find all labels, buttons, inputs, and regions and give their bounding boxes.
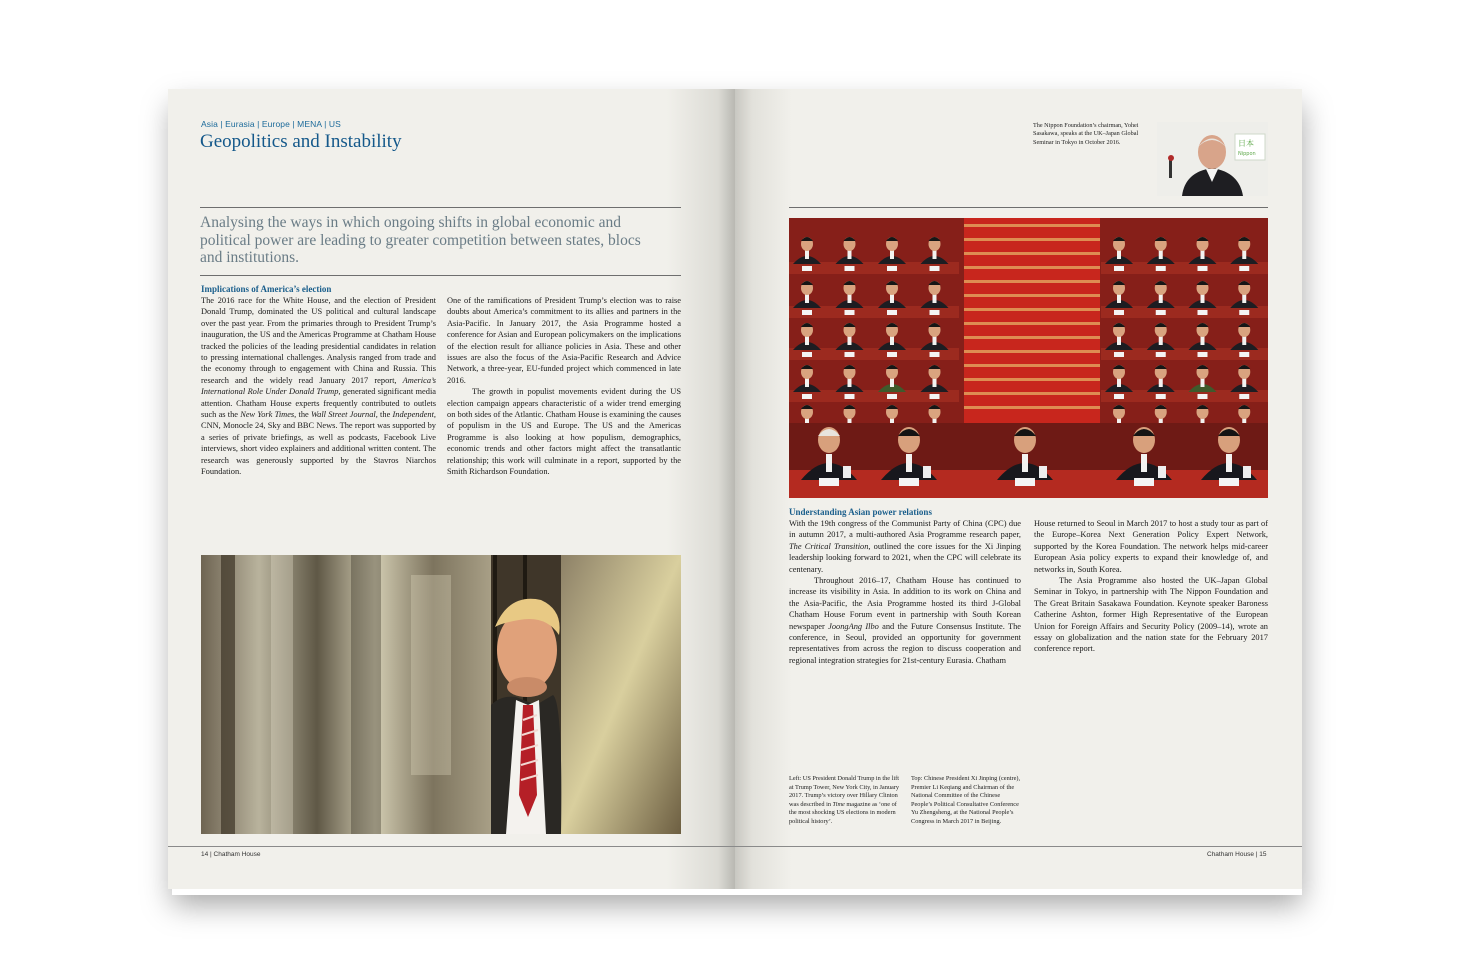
text-run: , outlined the core issues for the Xi Jinping leadership looking forward to 2021, when the CPC will celebrate its centenary. — [789, 541, 1021, 574]
paragraph: The Asia Programme also hosted the UK–Japan Global Seminar in Tokyo, in partnership with The Nippon Foundation and The Great Britain Sasakawa Foundation. Keynote speaker Baroness Catherine Ashton, former High Representative of the European Union for Foreign Affairs and Security Policy (2009–14), wrote an essay on globalization and the nation state for the February 2017 conference report. — [1034, 576, 1268, 654]
name-card — [1114, 394, 1124, 399]
outlet-nyt: New York Times — [240, 410, 295, 420]
page-folio-left: 14 | Chatham House — [201, 851, 261, 858]
name-card — [930, 352, 940, 357]
sasakawa-photo-svg — [1157, 122, 1268, 196]
text-run: and the Future Consensus Institute. The conference, in Seoul, provided an opportunity for government representatives from across the region to discuss cooperation and regional integration strategies for 21st-century Eurasia. Chatham — [789, 621, 1022, 665]
body-column-2-right — [1034, 518, 1268, 655]
leader-name-card — [819, 478, 839, 486]
body-column-1 — [201, 295, 436, 478]
stair-rail — [964, 322, 1100, 325]
paper-title: The Critical Transition — [789, 541, 869, 551]
top-divider-right — [789, 207, 1268, 208]
name-card — [845, 394, 855, 399]
name-card — [845, 352, 855, 357]
paragraph: House returned to Seoul in March 2017 to host a study tour as part of the Europe–Korea Next Generation Policy Expert Network, supported by the Korea Foundation. The network helps mid-career European Asia policy experts to expand their knowledge of, and networks in, South Korea. — [1034, 519, 1268, 574]
footer-divider-right — [735, 846, 1302, 847]
paragraph: One of the ramifications of President Trump’s election was to raise doubts about America’s commitment to its allies and partners in the Asia-Pacific. In January 2017, the Asia Programme hosted a conference for Asian and European policymakers on the implications of the election result for alliance policies in Asia. These and other issues are also the focus of the Asia-Pacific Research and Advice Network, a three-year, EU-funded project which commenced in late 2016. — [447, 296, 681, 385]
body-column-1-right — [789, 518, 1021, 666]
svg-text:Nippon: Nippon — [1238, 151, 1256, 157]
footer-divider — [168, 846, 735, 847]
text-run: , CNN, Monocle 24, Sky and BBC News. The report was supported by a series of private briefings, as well as podcasts, Facebook Live interviews, short video explainers and additional written content. The research was generously supported by the Stavros Niarchos Foundation. — [201, 410, 437, 477]
leader-shirt — [1226, 454, 1232, 472]
name-card — [1156, 394, 1166, 399]
leader-shirt — [1022, 454, 1028, 472]
trump-photo-svg — [201, 555, 681, 834]
congress-caption: Top: Chinese President Xi Jinping (centre), Premier Li Keqiang and Chairman of the National Committee of the Chinese People’s Political Consultative Conference Yu Zhengsheng, at the National People’s Congress in March 2017 in Beijing. — [911, 775, 1021, 825]
name-card — [930, 266, 940, 271]
text-run: The 2016 race for the White House, and the election of President Donald Trump, dominated the US political and cultural landscape over the past year. From the primaries through to President Trump’s inauguration, the US and the Americas Programme at Chatham House tracked the policies of the leading presidential candidates in relation to pressing international challenges. Analysis ranged from trade and the economy through to engagement with China and Russia. This research and the widely read January 2017 report, — [201, 296, 436, 385]
stair-rail — [964, 266, 1100, 269]
text-run: , generated significant media attention. Chatham House experts frequently contributed to outlets such as the — [201, 387, 436, 420]
text-run: magazine as ‘one of the most shocking US elections in modern political history’. — [789, 800, 897, 825]
name-card — [1156, 352, 1166, 357]
intro-divider — [200, 275, 681, 276]
stair-rail — [964, 336, 1100, 339]
tea-cup — [843, 466, 851, 478]
leader-shirt — [826, 454, 832, 472]
tea-cup — [1243, 466, 1251, 478]
name-card — [1114, 266, 1124, 271]
name-card — [1239, 266, 1249, 271]
name-card — [1198, 394, 1208, 399]
name-card — [1198, 310, 1208, 315]
text-run: , the — [375, 410, 393, 420]
leader-shirt — [1141, 454, 1147, 472]
leader-shirt — [906, 454, 912, 472]
leader-name-card — [1134, 478, 1154, 486]
name-card — [1239, 310, 1249, 315]
name-card — [1114, 310, 1124, 315]
left-page — [168, 89, 735, 889]
name-card — [802, 352, 812, 357]
stair-rail — [964, 308, 1100, 311]
stair-rail — [964, 364, 1100, 367]
name-card — [845, 266, 855, 271]
name-card — [887, 352, 897, 357]
stair-rail — [964, 406, 1100, 409]
stair-rail — [964, 378, 1100, 381]
name-card — [887, 266, 897, 271]
leader-name-card — [1015, 478, 1035, 486]
title-divider — [200, 207, 681, 208]
name-card — [1198, 266, 1208, 271]
tea-cup — [923, 466, 931, 478]
outlet-wsj: Wall Street Journal — [310, 410, 376, 420]
sasakawa-photo — [1157, 122, 1268, 196]
name-card — [1239, 352, 1249, 357]
section-heading-asia: Understanding Asian power relations — [789, 507, 932, 517]
text-run: , the — [294, 410, 311, 420]
trump-elevator-photo — [201, 555, 681, 834]
right-page — [735, 89, 1302, 889]
region-tags: Asia | Eurasia | Europe | MENA | US — [201, 119, 341, 129]
sasakawa-caption: The Nippon Foundation’s chairman, Yohei Sasakawa, speaks at the UK–Japan Global Seminar in Tokyo in October 2016. — [1033, 122, 1139, 146]
name-card — [802, 310, 812, 315]
name-card — [802, 394, 812, 399]
page-folio-right: Chatham House | 15 — [1207, 851, 1267, 858]
name-card — [1198, 352, 1208, 357]
stair-rail — [964, 280, 1100, 283]
trump-caption — [789, 775, 904, 827]
section-heading-election: Implications of America’s election — [201, 284, 332, 294]
npc-congress-photo — [789, 218, 1268, 498]
name-card — [887, 394, 897, 399]
intro-text: Analysing the ways in which ongoing shifts in global economic and political power are leading to greater competition between states, blocs and institutions. — [200, 214, 641, 266]
name-card — [802, 266, 812, 271]
name-card — [1156, 310, 1166, 315]
tea-cup — [1039, 466, 1047, 478]
stair-rail — [964, 294, 1100, 297]
magazine-title: Time — [832, 800, 845, 808]
tea-cup — [1158, 466, 1166, 478]
report-title: America’s International Role Under Donald Trump — [201, 375, 436, 397]
page-title: Geopolitics and Instability — [200, 131, 402, 152]
stair-rail — [964, 350, 1100, 353]
name-card — [845, 310, 855, 315]
name-card — [1156, 266, 1166, 271]
leader-name-card — [899, 478, 919, 486]
stair-rail — [964, 238, 1100, 241]
outlet-independent: Independent — [392, 410, 434, 420]
name-card — [930, 310, 940, 315]
svg-text:日本: 日本 — [1238, 139, 1254, 148]
name-card — [1239, 394, 1249, 399]
stair-rail — [964, 392, 1100, 395]
leader-name-card — [1219, 478, 1239, 486]
paragraph: The growth in populist movements evident during the US election campaign appears characteristic of a wider trend emerging on both sides of the Atlantic. Chatham House is examining the causes of populism in the US and Europe. The US and the Americas Programme is also looking at how populism, demographics, economic trends and other factors might affect the transatlantic relationship; this work will culminate in a report, supported by the Smith Richardson Foundation. — [447, 387, 681, 477]
name-card — [930, 394, 940, 399]
npc-photo-svg — [789, 218, 1268, 498]
name-card — [1114, 352, 1124, 357]
text-run: Left: US President Donald Trump in the lift at Trump Tower, New York City, in January 2017. Trump’s victory over Hillary Clinton was described in — [789, 775, 900, 808]
body-column-2 — [447, 295, 681, 478]
text-run: Throughout 2016–17, Chatham House has continued to increase its visibility in Asia. In addition to its work on China and the Asia-Pacific, the Asia Programme hosted its third J-Global Chatham House Forum event in partnership with South Korean newspaper — [789, 576, 1021, 631]
stair-rail — [964, 252, 1100, 255]
text-run: With the 19th congress of the Communist Party of China (CPC) due in autumn 2017, a multi-authored Asia Programme research paper, — [789, 519, 1021, 540]
newspaper-title: JoongAng Ilbo — [828, 621, 879, 631]
name-card — [887, 310, 897, 315]
stair-rail — [964, 224, 1100, 227]
